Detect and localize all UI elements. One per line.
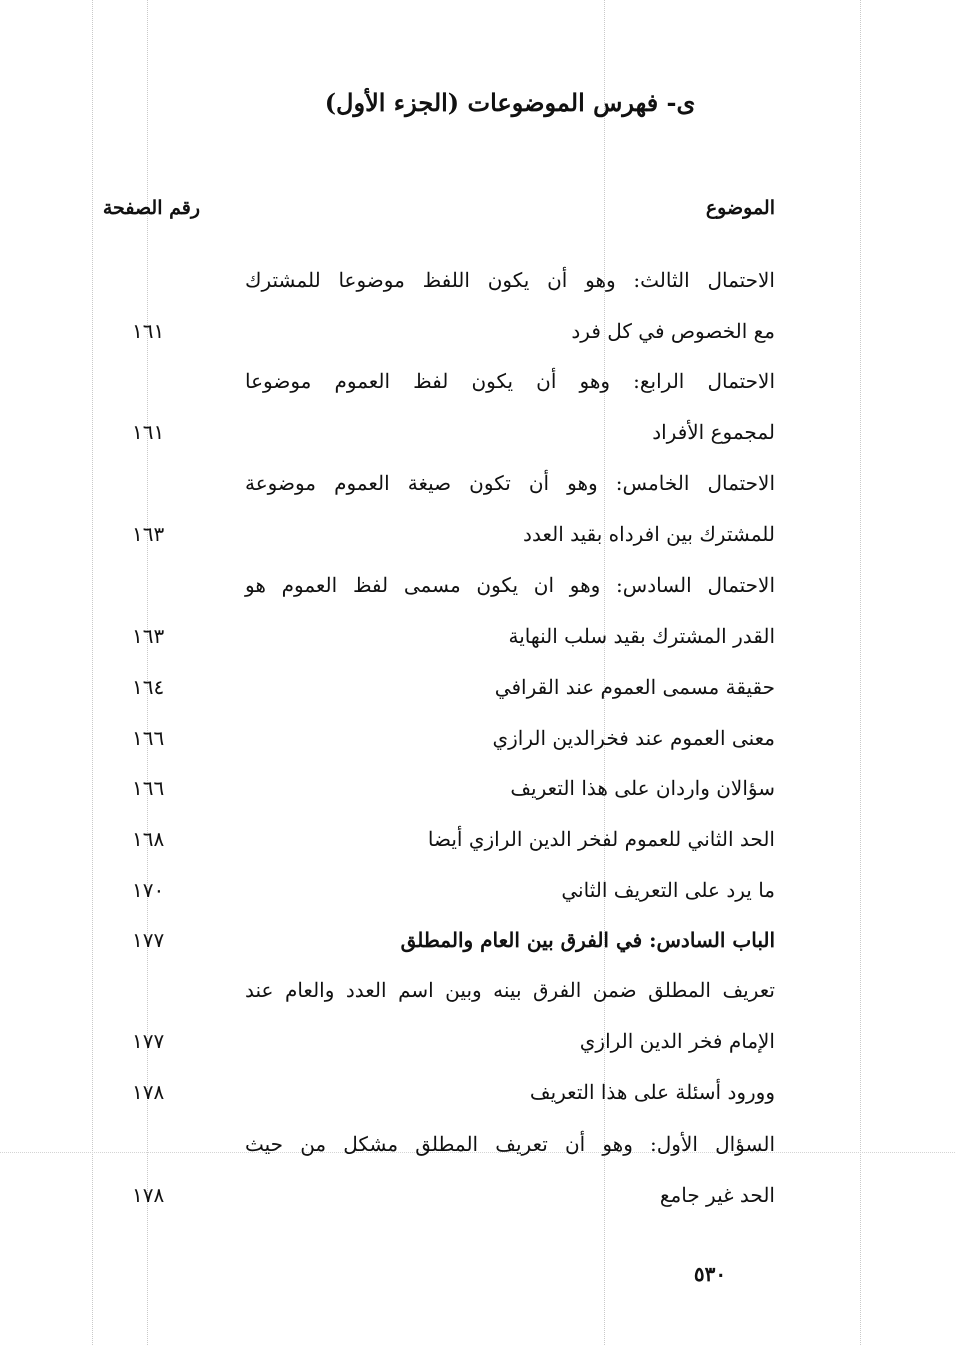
index-entry bbox=[0, 1072, 955, 1122]
index-entry bbox=[0, 260, 955, 310]
entry-page-number: ١٧٨ bbox=[132, 1080, 165, 1104]
entry-topic: الباب السادس: في الفرق بين العام والمطلق bbox=[400, 928, 775, 952]
index-entry bbox=[0, 1175, 955, 1225]
index-entry bbox=[0, 870, 955, 920]
entry-topic: الحد غير جامع bbox=[659, 1183, 775, 1207]
index-entry bbox=[0, 920, 955, 970]
index-entry bbox=[0, 819, 955, 869]
topic-column-header: الموضوع bbox=[705, 197, 775, 219]
entry-page-number: ١٦٦ bbox=[132, 726, 165, 750]
page-folio-number: ٥٣٠ bbox=[693, 1262, 727, 1286]
entry-topic: الاحتمال السادس: وهو ان يكون مسمى لفظ العموم هو bbox=[245, 573, 775, 597]
entry-topic: سؤالان واردان على هذا التعريف bbox=[510, 776, 775, 800]
index-entry bbox=[0, 361, 955, 411]
entry-topic: الاحتمال الثالث: وهو أن يكون اللفظ موضوعا للمشترك bbox=[245, 268, 775, 292]
entry-topic: وورود أسئلة على هذا التعريف bbox=[529, 1080, 775, 1104]
index-entry bbox=[0, 311, 955, 361]
entry-topic: الحد الثاني للعموم لفخر الدين الرازي أيضا bbox=[427, 827, 775, 851]
index-entry bbox=[0, 768, 955, 818]
entry-topic: الإمام فخر الدين الرازي bbox=[579, 1029, 775, 1053]
entry-topic: مع الخصوص في كل فرد bbox=[571, 319, 775, 343]
entry-topic: حقيقة مسمى العموم عند القرافي bbox=[494, 675, 775, 699]
entry-topic: ما يرد على التعريف الثاني bbox=[561, 878, 775, 902]
entry-page-number: ١٧٨ bbox=[132, 1183, 165, 1207]
index-entry bbox=[0, 718, 955, 768]
entry-page-number: ١٦٣ bbox=[132, 522, 165, 546]
entry-page-number: ١٦٣ bbox=[132, 624, 165, 648]
entry-page-number: ١٦١ bbox=[132, 319, 165, 343]
entry-topic: لمجموع الأفراد bbox=[652, 420, 775, 444]
index-entry bbox=[0, 1021, 955, 1071]
page-column-header: رقم الصفحة bbox=[102, 197, 200, 219]
entry-page-number: ١٦٤ bbox=[132, 675, 165, 699]
entry-topic: السؤال الأول: وهو أن تعريف المطلق مشكل من حيث bbox=[245, 1132, 775, 1156]
entry-topic: الاحتمال الرابع: وهو أن يكون لفظ العموم موضوعا bbox=[245, 369, 775, 393]
index-entry bbox=[0, 463, 955, 513]
entry-topic: للمشترك بين افرداه بقيد العدد bbox=[523, 522, 775, 546]
entry-topic: الاحتمال الخامس: وهو أن تكون صيغة العموم موضوعة bbox=[245, 471, 775, 495]
entry-page-number: ١٧٧ bbox=[132, 928, 165, 952]
index-entry bbox=[0, 970, 955, 1020]
entry-page-number: ١٦٨ bbox=[132, 827, 165, 851]
entry-page-number: ١٧٧ bbox=[132, 1029, 165, 1053]
index-entry bbox=[0, 616, 955, 666]
page-title: ى- فهرس الموضوعات (الجزء الأول) bbox=[324, 88, 696, 117]
entry-page-number: ١٦١ bbox=[132, 420, 165, 444]
entry-topic: تعريف المطلق ضمن الفرق بينه وبين اسم العدد والعام عند bbox=[245, 978, 775, 1002]
index-entry bbox=[0, 514, 955, 564]
index-entry bbox=[0, 565, 955, 615]
index-entry bbox=[0, 1124, 955, 1174]
index-entry bbox=[0, 667, 955, 717]
entry-page-number: ١٦٦ bbox=[132, 776, 165, 800]
entry-topic: معنى العموم عند فخرالدين الرازي bbox=[492, 726, 775, 750]
index-entry bbox=[0, 412, 955, 462]
entry-page-number: ١٧٠ bbox=[132, 878, 165, 902]
entry-topic: القدر المشترك بقيد سلب النهاية bbox=[508, 624, 775, 648]
